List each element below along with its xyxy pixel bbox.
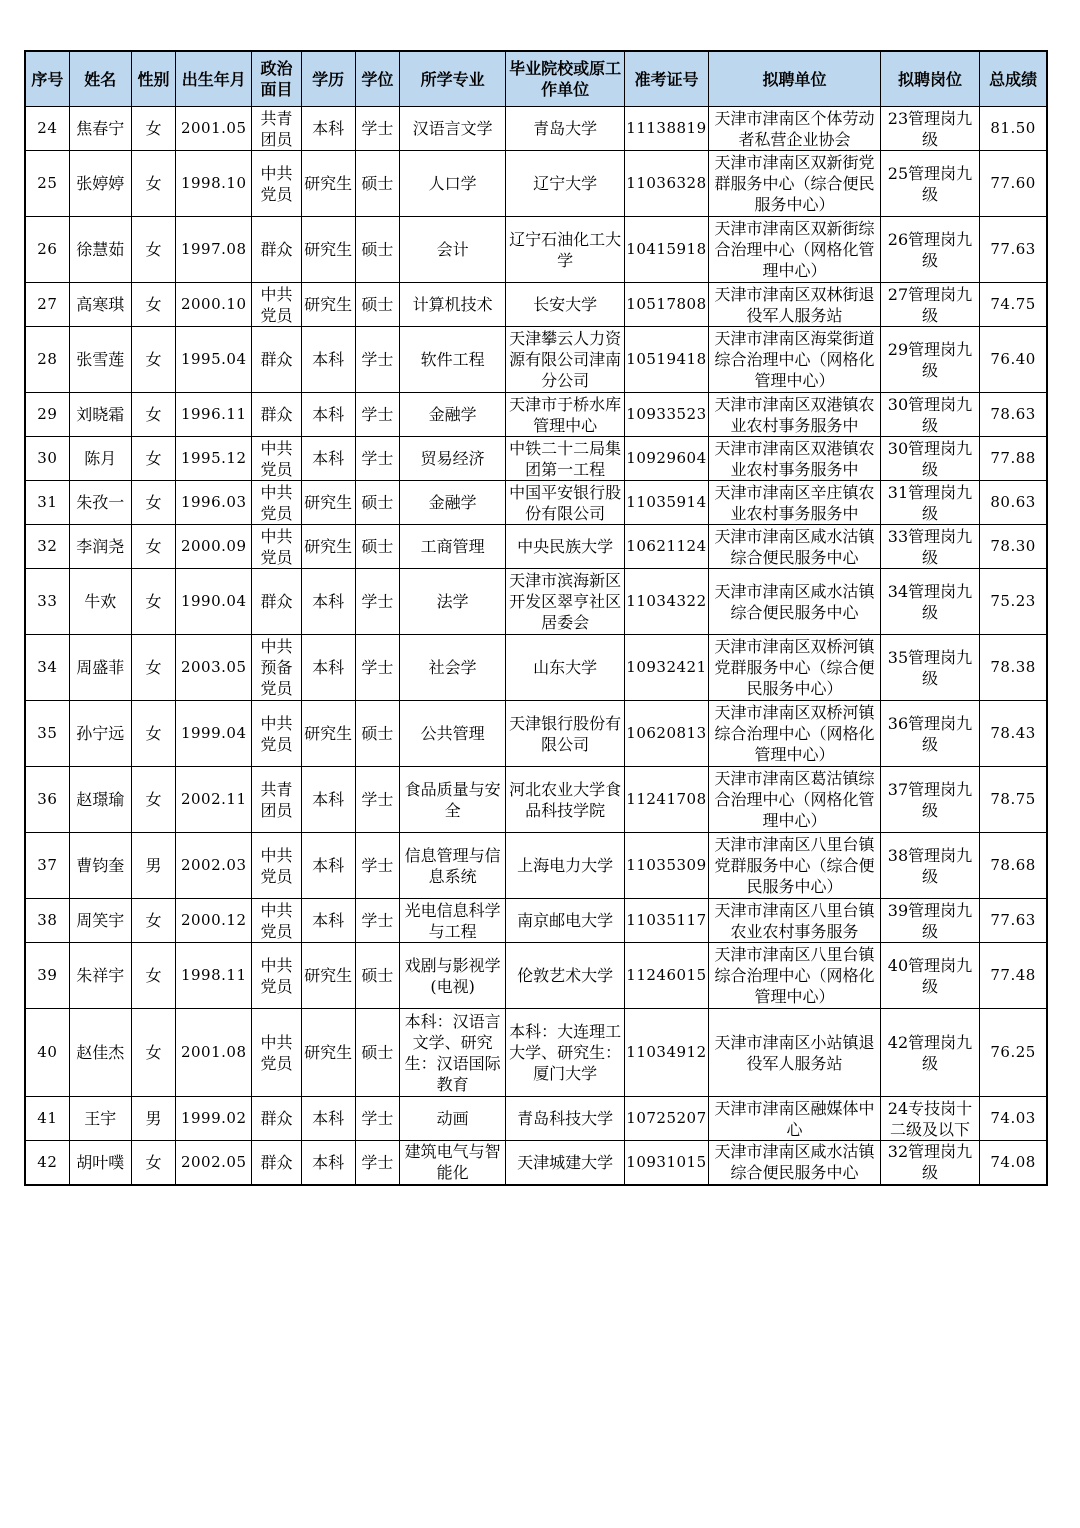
gender-cell: 女 bbox=[131, 525, 175, 569]
political-cell: 中共党员 bbox=[252, 525, 301, 569]
unit-cell: 天津市津南区融媒体中心 bbox=[709, 1097, 881, 1141]
exam-id-cell: 11034322 bbox=[624, 569, 708, 635]
gender-cell: 女 bbox=[131, 327, 175, 393]
exam-id-cell: 11035309 bbox=[624, 833, 708, 899]
political-cell: 中共党员 bbox=[252, 701, 301, 767]
political-cell: 群众 bbox=[252, 327, 301, 393]
name-cell: 赵璟瑜 bbox=[69, 767, 131, 833]
name-cell: 高寒琪 bbox=[69, 283, 131, 327]
political-cell: 群众 bbox=[252, 1141, 301, 1185]
education-cell: 本科 bbox=[301, 1097, 355, 1141]
post-cell: 34管理岗九级 bbox=[880, 569, 979, 635]
score-cell: 78.43 bbox=[980, 701, 1047, 767]
name-cell: 李润尧 bbox=[69, 525, 131, 569]
degree-cell: 硕士 bbox=[355, 525, 399, 569]
post-cell: 32管理岗九级 bbox=[880, 1141, 979, 1185]
post-cell: 36管理岗九级 bbox=[880, 701, 979, 767]
degree-cell: 学士 bbox=[355, 635, 399, 701]
name-cell: 曹钧奎 bbox=[69, 833, 131, 899]
name-cell: 刘晓霜 bbox=[69, 393, 131, 437]
birth-cell: 1995.04 bbox=[176, 327, 252, 393]
political-cell: 群众 bbox=[252, 217, 301, 283]
degree-cell: 硕士 bbox=[355, 701, 399, 767]
degree-cell: 学士 bbox=[355, 437, 399, 481]
political-cell: 中共预备党员 bbox=[252, 635, 301, 701]
major-cell: 光电信息科学与工程 bbox=[399, 899, 505, 943]
political-cell: 群众 bbox=[252, 1097, 301, 1141]
exam-id-cell: 11138819 bbox=[624, 107, 708, 151]
school-cell: 河北农业大学食品科技学院 bbox=[506, 767, 624, 833]
school-cell: 上海电力大学 bbox=[506, 833, 624, 899]
school-cell: 青岛科技大学 bbox=[506, 1097, 624, 1141]
gender-cell: 女 bbox=[131, 437, 175, 481]
education-cell: 本科 bbox=[301, 833, 355, 899]
exam-id-cell: 11036328 bbox=[624, 151, 708, 217]
post-cell: 38管理岗九级 bbox=[880, 833, 979, 899]
degree-cell: 硕士 bbox=[355, 283, 399, 327]
gender-cell: 女 bbox=[131, 635, 175, 701]
table-row bbox=[25, 151, 1047, 217]
gender-cell: 女 bbox=[131, 1009, 175, 1097]
degree-cell: 学士 bbox=[355, 327, 399, 393]
degree-cell: 学士 bbox=[355, 107, 399, 151]
school-cell: 伦敦艺术大学 bbox=[506, 943, 624, 1009]
birth-cell: 1995.12 bbox=[176, 437, 252, 481]
gender-cell: 女 bbox=[131, 943, 175, 1009]
header-row bbox=[25, 51, 1047, 107]
education-cell: 研究生 bbox=[301, 283, 355, 327]
major-cell: 软件工程 bbox=[399, 327, 505, 393]
post-cell: 26管理岗九级 bbox=[880, 217, 979, 283]
table-row bbox=[25, 327, 1047, 393]
header-cell: 所学专业 bbox=[399, 51, 505, 107]
education-cell: 本科 bbox=[301, 569, 355, 635]
post-cell: 30管理岗九级 bbox=[880, 437, 979, 481]
major-cell: 建筑电气与智能化 bbox=[399, 1141, 505, 1185]
table-row bbox=[25, 283, 1047, 327]
exam-id-cell: 10931015 bbox=[624, 1141, 708, 1185]
seq-cell: 37 bbox=[25, 833, 69, 899]
birth-cell: 1999.04 bbox=[176, 701, 252, 767]
birth-cell: 2001.05 bbox=[176, 107, 252, 151]
exam-id-cell: 11034912 bbox=[624, 1009, 708, 1097]
major-cell: 金融学 bbox=[399, 393, 505, 437]
table-row bbox=[25, 217, 1047, 283]
post-cell: 25管理岗九级 bbox=[880, 151, 979, 217]
education-cell: 本科 bbox=[301, 899, 355, 943]
score-cell: 77.63 bbox=[980, 899, 1047, 943]
score-cell: 78.75 bbox=[980, 767, 1047, 833]
birth-cell: 2003.05 bbox=[176, 635, 252, 701]
birth-cell: 2000.12 bbox=[176, 899, 252, 943]
seq-cell: 24 bbox=[25, 107, 69, 151]
gender-cell: 女 bbox=[131, 151, 175, 217]
school-cell: 天津市于桥水库管理中心 bbox=[506, 393, 624, 437]
major-cell: 社会学 bbox=[399, 635, 505, 701]
seq-cell: 33 bbox=[25, 569, 69, 635]
unit-cell: 天津市津南区小站镇退役军人服务站 bbox=[709, 1009, 881, 1097]
name-cell: 张婷婷 bbox=[69, 151, 131, 217]
post-cell: 31管理岗九级 bbox=[880, 481, 979, 525]
unit-cell: 天津市津南区双港镇农业农村事务服务中 bbox=[709, 437, 881, 481]
unit-cell: 天津市津南区葛沽镇综合治理中心（网格化管理中心） bbox=[709, 767, 881, 833]
seq-cell: 39 bbox=[25, 943, 69, 1009]
unit-cell: 天津市津南区八里台镇农业农村事务服务 bbox=[709, 899, 881, 943]
unit-cell: 天津市津南区双新街党群服务中心（综合便民服务中心） bbox=[709, 151, 881, 217]
post-cell: 42管理岗九级 bbox=[880, 1009, 979, 1097]
table-row bbox=[25, 943, 1047, 1009]
major-cell: 公共管理 bbox=[399, 701, 505, 767]
post-cell: 33管理岗九级 bbox=[880, 525, 979, 569]
education-cell: 研究生 bbox=[301, 151, 355, 217]
exam-id-cell: 10725207 bbox=[624, 1097, 708, 1141]
seq-cell: 30 bbox=[25, 437, 69, 481]
post-cell: 35管理岗九级 bbox=[880, 635, 979, 701]
unit-cell: 天津市津南区咸水沽镇综合便民服务中心 bbox=[709, 1141, 881, 1185]
table-row bbox=[25, 437, 1047, 481]
education-cell: 本科 bbox=[301, 437, 355, 481]
gender-cell: 女 bbox=[131, 701, 175, 767]
gender-cell: 女 bbox=[131, 283, 175, 327]
degree-cell: 硕士 bbox=[355, 217, 399, 283]
score-cell: 78.38 bbox=[980, 635, 1047, 701]
score-cell: 78.63 bbox=[980, 393, 1047, 437]
political-cell: 中共党员 bbox=[252, 481, 301, 525]
major-cell: 信息管理与信息系统 bbox=[399, 833, 505, 899]
political-cell: 中共党员 bbox=[252, 283, 301, 327]
post-cell: 23管理岗九级 bbox=[880, 107, 979, 151]
name-cell: 朱祥宇 bbox=[69, 943, 131, 1009]
degree-cell: 学士 bbox=[355, 1097, 399, 1141]
birth-cell: 2000.09 bbox=[176, 525, 252, 569]
major-cell: 法学 bbox=[399, 569, 505, 635]
gender-cell: 女 bbox=[131, 569, 175, 635]
exam-id-cell: 11246015 bbox=[624, 943, 708, 1009]
education-cell: 研究生 bbox=[301, 217, 355, 283]
name-cell: 张雪莲 bbox=[69, 327, 131, 393]
score-cell: 74.75 bbox=[980, 283, 1047, 327]
school-cell: 中央民族大学 bbox=[506, 525, 624, 569]
birth-cell: 2002.05 bbox=[176, 1141, 252, 1185]
score-cell: 80.63 bbox=[980, 481, 1047, 525]
gender-cell: 女 bbox=[131, 481, 175, 525]
post-cell: 40管理岗九级 bbox=[880, 943, 979, 1009]
gender-cell: 女 bbox=[131, 1141, 175, 1185]
table-row bbox=[25, 635, 1047, 701]
gender-cell: 女 bbox=[131, 899, 175, 943]
seq-cell: 35 bbox=[25, 701, 69, 767]
degree-cell: 学士 bbox=[355, 899, 399, 943]
score-cell: 74.03 bbox=[980, 1097, 1047, 1141]
header-cell: 拟聘岗位 bbox=[880, 51, 979, 107]
exam-id-cell: 10933523 bbox=[624, 393, 708, 437]
education-cell: 研究生 bbox=[301, 1009, 355, 1097]
unit-cell: 天津市津南区个体劳动者私营企业协会 bbox=[709, 107, 881, 151]
name-cell: 胡叶噗 bbox=[69, 1141, 131, 1185]
degree-cell: 学士 bbox=[355, 833, 399, 899]
degree-cell: 学士 bbox=[355, 1141, 399, 1185]
table-row bbox=[25, 767, 1047, 833]
unit-cell: 天津市津南区海棠街道综合治理中心（网格化管理中心） bbox=[709, 327, 881, 393]
education-cell: 本科 bbox=[301, 327, 355, 393]
table-row bbox=[25, 481, 1047, 525]
seq-cell: 26 bbox=[25, 217, 69, 283]
school-cell: 中铁二十二局集团第一工程 bbox=[506, 437, 624, 481]
education-cell: 研究生 bbox=[301, 943, 355, 1009]
major-cell: 动画 bbox=[399, 1097, 505, 1141]
birth-cell: 2000.10 bbox=[176, 283, 252, 327]
roster-table bbox=[24, 50, 1048, 1186]
school-cell: 天津城建大学 bbox=[506, 1141, 624, 1185]
name-cell: 牛欢 bbox=[69, 569, 131, 635]
header-cell: 学历 bbox=[301, 51, 355, 107]
header-cell: 毕业院校或原工作单位 bbox=[506, 51, 624, 107]
seq-cell: 36 bbox=[25, 767, 69, 833]
header-cell: 序号 bbox=[25, 51, 69, 107]
political-cell: 共青团员 bbox=[252, 107, 301, 151]
seq-cell: 31 bbox=[25, 481, 69, 525]
degree-cell: 硕士 bbox=[355, 151, 399, 217]
seq-cell: 40 bbox=[25, 1009, 69, 1097]
exam-id-cell: 10929604 bbox=[624, 437, 708, 481]
name-cell: 孙宁远 bbox=[69, 701, 131, 767]
birth-cell: 1996.11 bbox=[176, 393, 252, 437]
unit-cell: 天津市津南区咸水沽镇综合便民服务中心 bbox=[709, 525, 881, 569]
school-cell: 本科：大连理工大学、研究生：厦门大学 bbox=[506, 1009, 624, 1097]
education-cell: 研究生 bbox=[301, 481, 355, 525]
exam-id-cell: 11241708 bbox=[624, 767, 708, 833]
score-cell: 78.30 bbox=[980, 525, 1047, 569]
unit-cell: 天津市津南区咸水沽镇综合便民服务中心 bbox=[709, 569, 881, 635]
school-cell: 天津攀云人力资源有限公司津南分公司 bbox=[506, 327, 624, 393]
major-cell: 贸易经济 bbox=[399, 437, 505, 481]
education-cell: 本科 bbox=[301, 767, 355, 833]
post-cell: 39管理岗九级 bbox=[880, 899, 979, 943]
seq-cell: 28 bbox=[25, 327, 69, 393]
gender-cell: 女 bbox=[131, 393, 175, 437]
seq-cell: 34 bbox=[25, 635, 69, 701]
post-cell: 37管理岗九级 bbox=[880, 767, 979, 833]
seq-cell: 41 bbox=[25, 1097, 69, 1141]
score-cell: 77.88 bbox=[980, 437, 1047, 481]
major-cell: 计算机技术 bbox=[399, 283, 505, 327]
school-cell: 辽宁大学 bbox=[506, 151, 624, 217]
political-cell: 群众 bbox=[252, 569, 301, 635]
name-cell: 焦春宁 bbox=[69, 107, 131, 151]
header-cell: 出生年月 bbox=[176, 51, 252, 107]
school-cell: 辽宁石油化工大学 bbox=[506, 217, 624, 283]
major-cell: 食品质量与安全 bbox=[399, 767, 505, 833]
table-row bbox=[25, 525, 1047, 569]
post-cell: 30管理岗九级 bbox=[880, 393, 979, 437]
table-row bbox=[25, 107, 1047, 151]
major-cell: 工商管理 bbox=[399, 525, 505, 569]
unit-cell: 天津市津南区辛庄镇农业农村事务服务中 bbox=[709, 481, 881, 525]
political-cell: 中共党员 bbox=[252, 899, 301, 943]
header-cell: 政治面目 bbox=[252, 51, 301, 107]
school-cell: 青岛大学 bbox=[506, 107, 624, 151]
political-cell: 共青团员 bbox=[252, 767, 301, 833]
unit-cell: 天津市津南区双港镇农业农村事务服务中 bbox=[709, 393, 881, 437]
birth-cell: 2002.03 bbox=[176, 833, 252, 899]
birth-cell: 2001.08 bbox=[176, 1009, 252, 1097]
table-row bbox=[25, 1141, 1047, 1185]
seq-cell: 32 bbox=[25, 525, 69, 569]
score-cell: 77.48 bbox=[980, 943, 1047, 1009]
school-cell: 长安大学 bbox=[506, 283, 624, 327]
political-cell: 中共党员 bbox=[252, 943, 301, 1009]
unit-cell: 天津市津南区双新街综合治理中心（网格化管理中心） bbox=[709, 217, 881, 283]
seq-cell: 29 bbox=[25, 393, 69, 437]
major-cell: 会计 bbox=[399, 217, 505, 283]
education-cell: 本科 bbox=[301, 107, 355, 151]
table-row bbox=[25, 393, 1047, 437]
major-cell: 戏剧与影视学(电视) bbox=[399, 943, 505, 1009]
birth-cell: 1997.08 bbox=[176, 217, 252, 283]
post-cell: 24专技岗十二级及以下 bbox=[880, 1097, 979, 1141]
gender-cell: 女 bbox=[131, 217, 175, 283]
score-cell: 78.68 bbox=[980, 833, 1047, 899]
gender-cell: 男 bbox=[131, 833, 175, 899]
exam-id-cell: 10517808 bbox=[624, 283, 708, 327]
header-cell: 学位 bbox=[355, 51, 399, 107]
birth-cell: 1998.10 bbox=[176, 151, 252, 217]
score-cell: 77.63 bbox=[980, 217, 1047, 283]
school-cell: 天津银行股份有限公司 bbox=[506, 701, 624, 767]
table-row bbox=[25, 833, 1047, 899]
major-cell: 金融学 bbox=[399, 481, 505, 525]
birth-cell: 2002.11 bbox=[176, 767, 252, 833]
political-cell: 群众 bbox=[252, 393, 301, 437]
political-cell: 中共党员 bbox=[252, 151, 301, 217]
score-cell: 81.50 bbox=[980, 107, 1047, 151]
school-cell: 中国平安银行股份有限公司 bbox=[506, 481, 624, 525]
degree-cell: 学士 bbox=[355, 767, 399, 833]
birth-cell: 1999.02 bbox=[176, 1097, 252, 1141]
degree-cell: 硕士 bbox=[355, 1009, 399, 1097]
major-cell: 本科：汉语言文学、研究生：汉语国际教育 bbox=[399, 1009, 505, 1097]
header-cell: 性别 bbox=[131, 51, 175, 107]
seq-cell: 38 bbox=[25, 899, 69, 943]
name-cell: 赵佳杰 bbox=[69, 1009, 131, 1097]
political-cell: 中共党员 bbox=[252, 437, 301, 481]
political-cell: 中共党员 bbox=[252, 833, 301, 899]
gender-cell: 女 bbox=[131, 107, 175, 151]
name-cell: 陈月 bbox=[69, 437, 131, 481]
name-cell: 徐慧茹 bbox=[69, 217, 131, 283]
header-cell: 总成绩 bbox=[980, 51, 1047, 107]
degree-cell: 硕士 bbox=[355, 943, 399, 1009]
school-cell: 南京邮电大学 bbox=[506, 899, 624, 943]
unit-cell: 天津市津南区双桥河镇党群服务中心（综合便民服务中心） bbox=[709, 635, 881, 701]
unit-cell: 天津市津南区八里台镇党群服务中心（综合便民服务中心） bbox=[709, 833, 881, 899]
exam-id-cell: 11035914 bbox=[624, 481, 708, 525]
birth-cell: 1990.04 bbox=[176, 569, 252, 635]
post-cell: 29管理岗九级 bbox=[880, 327, 979, 393]
education-cell: 研究生 bbox=[301, 701, 355, 767]
table-row bbox=[25, 701, 1047, 767]
unit-cell: 天津市津南区双林街退役军人服务站 bbox=[709, 283, 881, 327]
name-cell: 王宇 bbox=[69, 1097, 131, 1141]
exam-id-cell: 10932421 bbox=[624, 635, 708, 701]
education-cell: 本科 bbox=[301, 1141, 355, 1185]
school-cell: 山东大学 bbox=[506, 635, 624, 701]
gender-cell: 男 bbox=[131, 1097, 175, 1141]
degree-cell: 学士 bbox=[355, 569, 399, 635]
school-cell: 天津市滨海新区开发区翠亨社区居委会 bbox=[506, 569, 624, 635]
table-row bbox=[25, 1097, 1047, 1141]
birth-cell: 1998.11 bbox=[176, 943, 252, 1009]
header-cell: 准考证号 bbox=[624, 51, 708, 107]
score-cell: 76.40 bbox=[980, 327, 1047, 393]
gender-cell: 女 bbox=[131, 767, 175, 833]
table-row bbox=[25, 899, 1047, 943]
unit-cell: 天津市津南区双桥河镇综合治理中心（网格化管理中心） bbox=[709, 701, 881, 767]
score-cell: 76.25 bbox=[980, 1009, 1047, 1097]
major-cell: 汉语言文学 bbox=[399, 107, 505, 151]
score-cell: 75.23 bbox=[980, 569, 1047, 635]
name-cell: 周盛菲 bbox=[69, 635, 131, 701]
seq-cell: 25 bbox=[25, 151, 69, 217]
exam-id-cell: 11035117 bbox=[624, 899, 708, 943]
post-cell: 27管理岗九级 bbox=[880, 283, 979, 327]
seq-cell: 27 bbox=[25, 283, 69, 327]
score-cell: 77.60 bbox=[980, 151, 1047, 217]
education-cell: 研究生 bbox=[301, 525, 355, 569]
name-cell: 朱孜一 bbox=[69, 481, 131, 525]
table-row bbox=[25, 569, 1047, 635]
exam-id-cell: 10415918 bbox=[624, 217, 708, 283]
name-cell: 周笑宇 bbox=[69, 899, 131, 943]
score-cell: 74.08 bbox=[980, 1141, 1047, 1185]
education-cell: 本科 bbox=[301, 393, 355, 437]
birth-cell: 1996.03 bbox=[176, 481, 252, 525]
degree-cell: 学士 bbox=[355, 393, 399, 437]
major-cell: 人口学 bbox=[399, 151, 505, 217]
header-cell: 拟聘单位 bbox=[709, 51, 881, 107]
unit-cell: 天津市津南区八里台镇综合治理中心（网格化管理中心） bbox=[709, 943, 881, 1009]
exam-id-cell: 10621124 bbox=[624, 525, 708, 569]
table-row bbox=[25, 1009, 1047, 1097]
education-cell: 本科 bbox=[301, 635, 355, 701]
header-cell: 姓名 bbox=[69, 51, 131, 107]
seq-cell: 42 bbox=[25, 1141, 69, 1185]
degree-cell: 硕士 bbox=[355, 481, 399, 525]
exam-id-cell: 10519418 bbox=[624, 327, 708, 393]
exam-id-cell: 10620813 bbox=[624, 701, 708, 767]
political-cell: 中共党员 bbox=[252, 1009, 301, 1097]
